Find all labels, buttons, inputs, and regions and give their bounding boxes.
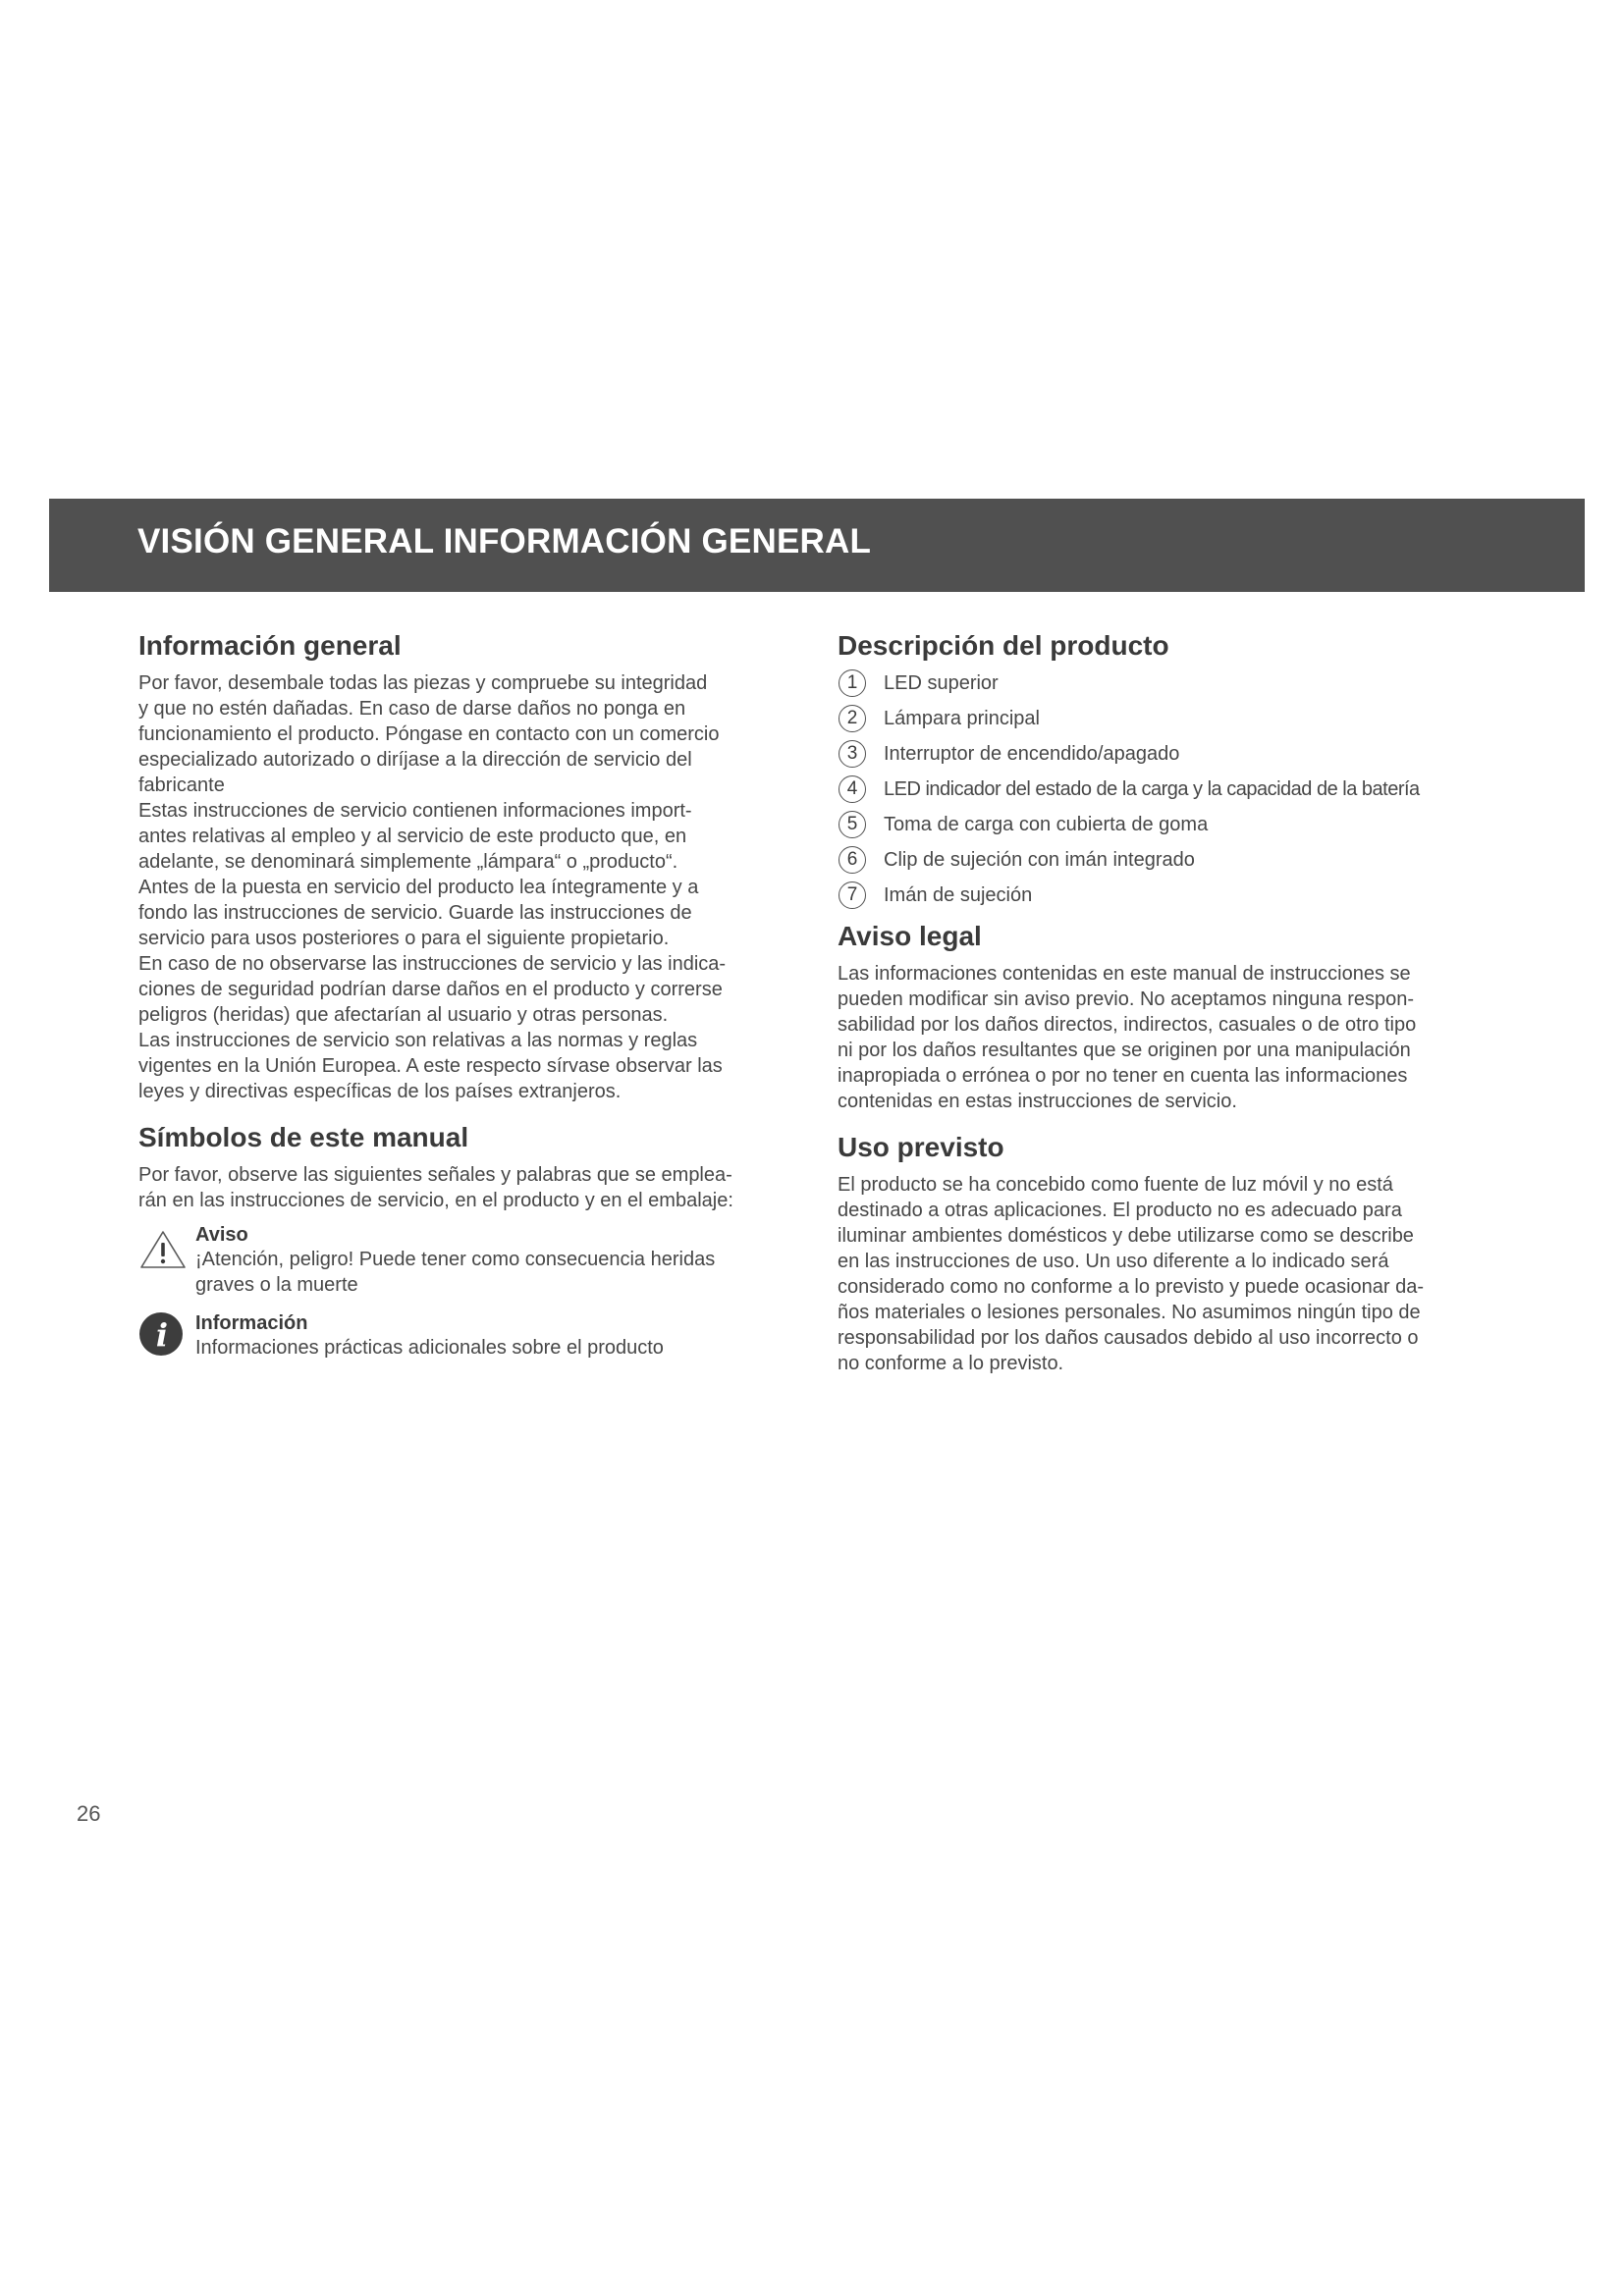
svg-text:i: i [155, 1316, 169, 1354]
item-label: LED indicador del estado de la carga y la capacidad de la batería [884, 777, 1420, 800]
item-label: Interruptor de encendido/apagado [884, 742, 1180, 765]
warning-title: Aviso [195, 1224, 248, 1246]
list-item [838, 701, 1505, 736]
number-circle: 5 [839, 811, 866, 838]
item-label: Imán de sujeción [884, 883, 1033, 906]
text-line: sabilidad por los daños directos, indirectos, casuales o de otro tipo [838, 1014, 1417, 1036]
list-item [838, 666, 1505, 701]
list-item [838, 842, 1505, 878]
uso-previsto-heading: Uso previsto [838, 1132, 1004, 1162]
text-line: En caso de no observarse las instrucciones de servicio y las indica- [138, 953, 727, 975]
number-circle: 2 [839, 705, 866, 732]
left-column [138, 628, 794, 1374]
text-line: peligros (heridas) que afectarían al usuario y otras personas. [138, 1004, 669, 1026]
info-icon [138, 1311, 184, 1362]
text-line: funcionamiento el producto. Póngase en contacto con un comercio [138, 723, 720, 745]
number-circle: 4 [839, 775, 866, 803]
simbolos-heading: Símbolos de este manual [138, 1122, 469, 1152]
text-line: antes relativas al empleo y al servicio de este producto que, en [138, 826, 687, 847]
informacion-general-heading: Información general [138, 630, 402, 661]
item-label: Clip de sujeción con imán integrado [884, 848, 1195, 871]
text-line: El producto se ha concebido como fuente de luz móvil y no está [838, 1174, 1393, 1196]
item-label: Lámpara principal [884, 707, 1040, 729]
product-parts-list [838, 666, 1505, 913]
text-line: y que no estén dañadas. En caso de darse daños no ponga en [138, 698, 686, 720]
uso-previsto-paragraph [838, 1172, 1505, 1376]
text-line: pueden modificar sin aviso previo. No aceptamos ninguna respon- [838, 988, 1415, 1010]
text-line: Las informaciones contenidas en este manual de instrucciones se [838, 963, 1411, 985]
text-line: responsabilidad por los daños causados debido al uso incorrecto o [838, 1327, 1419, 1349]
informacion-general-paragraph-2 [138, 798, 794, 1104]
text-line: ni por los daños resultantes que se originen por una manipulación [838, 1040, 1411, 1061]
text-line: Estas instrucciones de servicio contienen informaciones import- [138, 800, 692, 822]
text-line: Por favor, desembale todas las piezas y compruebe su integridad [138, 672, 708, 694]
info-text: Informaciones prácticas adicionales sobre el producto [195, 1337, 664, 1359]
header-banner [49, 499, 1585, 592]
text-line: especializado autorizado o diríjase a la dirección de servicio del [138, 749, 692, 771]
item-label: Toma de carga con cubierta de goma [884, 813, 1209, 835]
text-line: Las instrucciones de servicio son relativas a las normas y reglas [138, 1030, 698, 1051]
text-line: Antes de la puesta en servicio del producto lea íntegramente y a [138, 877, 699, 898]
text-line: rán en las instrucciones de servicio, en el producto y en el embalaje: [138, 1190, 733, 1211]
text-line: vigentes en la Unión Europea. A este respecto sírvase observar las [138, 1055, 723, 1077]
text-line: iluminar ambientes domésticos y debe utilizarse como se describe [838, 1225, 1414, 1247]
text-line: adelante, se denominará simplemente „lámpara“ o „producto“. [138, 851, 678, 873]
text-line: no conforme a lo previsto. [838, 1353, 1064, 1374]
info-symbol-block [138, 1311, 794, 1361]
text-line: inapropiada o errónea o por no tener en cuenta las informaciones [838, 1065, 1408, 1087]
aviso-legal-paragraph [838, 961, 1505, 1114]
warning-triangle-icon [138, 1229, 188, 1275]
aviso-legal-heading: Aviso legal [838, 921, 982, 951]
warning-symbol-block [138, 1223, 794, 1298]
number-circle: 3 [839, 740, 866, 768]
number-circle: 6 [839, 846, 866, 874]
list-item [838, 736, 1505, 772]
text-line: en las instrucciones de uso. Un uso diferente a lo indicado será [838, 1251, 1389, 1272]
informacion-general-paragraph-1 [138, 670, 794, 798]
text-line: fabricante [138, 774, 225, 796]
right-column [838, 628, 1505, 1390]
text-line: ños materiales o lesiones personales. No asumimos ningún tipo de [838, 1302, 1421, 1323]
text-line: servicio para usos posteriores o para el siguiente propietario. [138, 928, 670, 949]
text-line: Por favor, observe las siguientes señales y palabras que se emplea- [138, 1164, 732, 1186]
text-line: considerado como no conforme a lo previsto y puede ocasionar da- [838, 1276, 1425, 1298]
text-line: leyes y directivas específicas de los países extranjeros. [138, 1081, 622, 1102]
list-item [838, 878, 1505, 913]
text-line: fondo las instrucciones de servicio. Guarde las instrucciones de [138, 902, 692, 924]
page-number: 26 [77, 1801, 101, 1826]
info-title: Información [195, 1312, 308, 1334]
text-line: ¡Atención, peligro! Puede tener como consecuencia heridas [195, 1249, 716, 1270]
list-item [838, 772, 1505, 807]
descripcion-producto-heading: Descripción del producto [838, 630, 1169, 661]
number-circle: 1 [839, 669, 866, 697]
item-label: LED superior [884, 671, 999, 694]
simbolos-intro [138, 1162, 794, 1213]
text-line: contenidas en estas instrucciones de servicio. [838, 1091, 1237, 1112]
text-line: destinado a otras aplicaciones. El producto no es adecuado para [838, 1200, 1402, 1221]
page-title: VISIÓN GENERAL INFORMACIÓN GENERAL [137, 522, 872, 561]
number-circle: 7 [839, 881, 866, 909]
text-line: graves o la muerte [195, 1274, 358, 1296]
list-item [838, 807, 1505, 842]
text-line: ciones de seguridad podrían darse daños en el producto y correrse [138, 979, 723, 1000]
